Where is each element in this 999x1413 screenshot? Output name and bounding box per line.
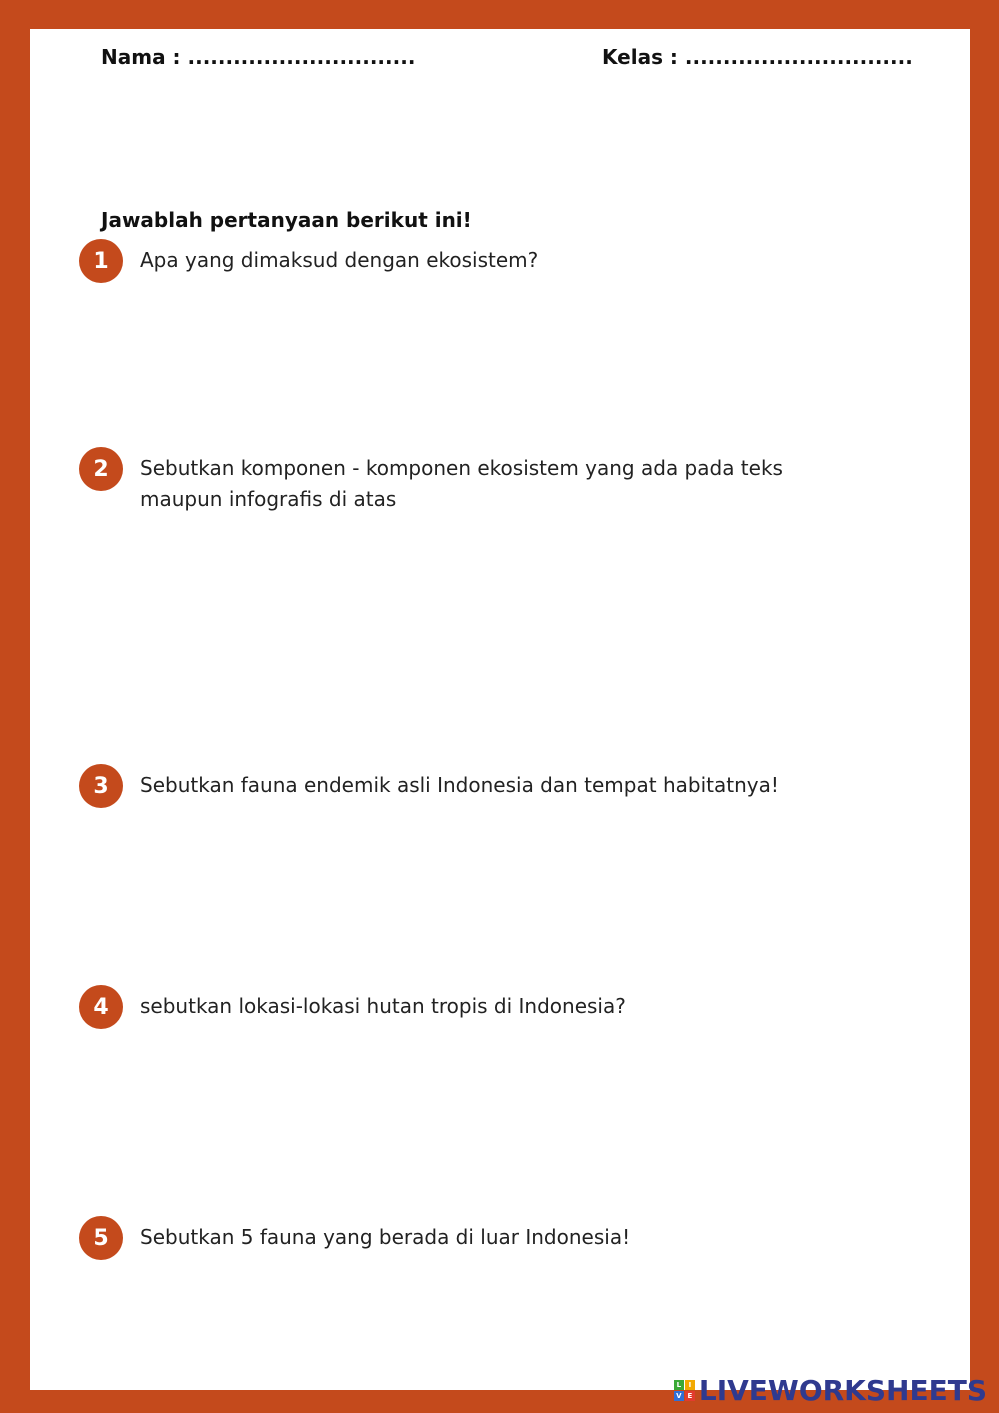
question-text: sebutkan lokasi-lokasi hutan tropis di Indonesia? (140, 994, 626, 1018)
question-number-badge: 5 (79, 1216, 123, 1260)
instruction-heading: Jawablah pertanyaan berikut ini! (101, 208, 472, 232)
question-text: Sebutkan fauna endemik asli Indonesia dan tempat habitatnya! (140, 773, 779, 797)
question-number-badge: 4 (79, 985, 123, 1029)
class-field: Kelas : .............................. (602, 45, 913, 69)
worksheet-page (30, 29, 970, 1390)
question-text: Apa yang dimaksud dengan ekosistem? (140, 248, 539, 272)
logo-letter: E (685, 1391, 695, 1401)
question-number-badge: 2 (79, 447, 123, 491)
watermark-text: LIVEWORKSHEETS (698, 1374, 987, 1407)
logo-letter: V (674, 1391, 684, 1401)
liveworksheets-watermark (674, 1374, 987, 1407)
student-name-field: Nama : .............................. (101, 45, 416, 69)
question-text: Sebutkan 5 fauna yang berada di luar Indonesia! (140, 1225, 631, 1249)
question-text: Sebutkan komponen - komponen ekosistem yang ada pada teks maupun infografis di atas (140, 456, 783, 511)
logo-letter: I (685, 1380, 695, 1390)
logo-letter: L (674, 1380, 684, 1390)
liveworksheets-logo-icon (674, 1380, 695, 1401)
question-number-badge: 3 (79, 764, 123, 808)
question-number-badge: 1 (79, 239, 123, 283)
